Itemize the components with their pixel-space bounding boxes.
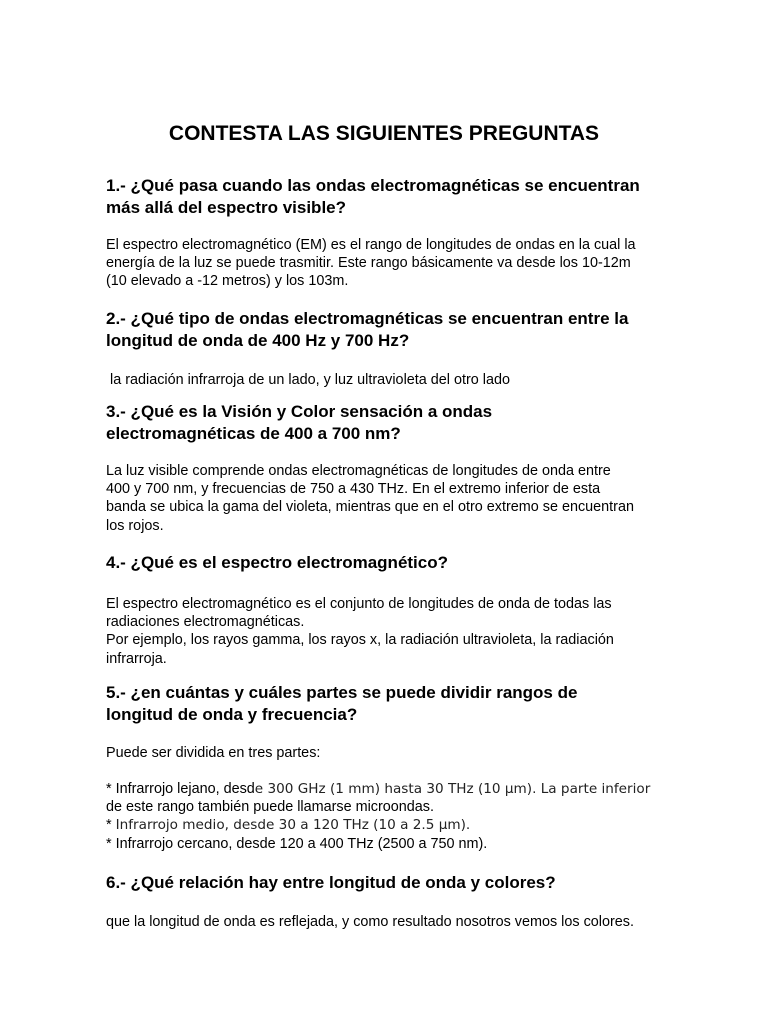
question-4-line-1: 4.- ¿Qué es el espectro electromagnético? xyxy=(106,553,449,572)
question-6 xyxy=(106,872,676,894)
question-2-line-2: longitud de onda de 400 Hz y 700 Hz? xyxy=(106,331,410,350)
answer-3-line-4: los rojos. xyxy=(106,517,164,534)
question-4 xyxy=(106,552,676,574)
answer-6-line-1: que la longitud de onda es reflejada, y como resultado nosotros vemos los colores. xyxy=(106,914,634,930)
answer-5-item-2 xyxy=(106,816,676,834)
question-5-line-2: longitud de onda y frecuencia? xyxy=(106,705,358,724)
answer-1-line-2: energía de la luz se puede trasmitir. Este rango básicamente va desde los 10-12m xyxy=(106,255,631,272)
answer-5-item-2-bullet: * xyxy=(106,817,116,834)
answer-3 xyxy=(106,462,676,535)
question-3-line-2: electromagnéticas de 400 a 700 nm? xyxy=(106,424,401,443)
answer-4-line-2: radiaciones electromagnéticas. xyxy=(106,614,305,631)
answer-4-line-1: El espectro electromagnético es el conjunto de longitudes de onda de todas las xyxy=(106,596,612,612)
answer-4-line-3: Por ejemplo, los rayos gamma, los rayos x, la radiación ultravioleta, la radiación xyxy=(106,632,614,649)
answer-5-item-1-continued: de este rango también puede llamarse microondas. xyxy=(106,799,434,816)
question-1 xyxy=(106,175,676,219)
page-title: CONTESTA LAS SIGUIENTES PREGUNTAS xyxy=(168,122,600,145)
answer-5-intro-line: Puede ser dividida en tres partes: xyxy=(106,745,321,761)
answer-5-item-3: * Infrarrojo cercano, desde 120 a 400 THz (2500 a 750 nm). xyxy=(106,835,488,852)
answer-5-item-1-part-a: * Infrarrojo lejano, desd xyxy=(106,781,255,797)
answer-1-line-1: El espectro electromagnético (EM) es el rango de longitudes de ondas en la cual la xyxy=(106,237,636,253)
question-6-line-1: 6.- ¿Qué relación hay entre longitud de onda y colores? xyxy=(106,873,556,892)
answer-4-line-4: infrarroja. xyxy=(106,650,167,667)
answer-3-line-1: La luz visible comprende ondas electromagnéticas de longitudes de onda entre xyxy=(106,463,611,479)
answer-5-item-2-text: Infrarrojo medio, desde 30 a 120 THz (10 a 2.5 µm). xyxy=(115,817,471,834)
question-3-line-1: 3.- ¿Qué es la Visión y Color sensación a ondas xyxy=(106,402,493,421)
answer-5-list xyxy=(106,780,676,853)
question-3 xyxy=(106,401,676,445)
answer-3-line-3: banda se ubica la gama del violeta, mientras que en el otro extremo se encuentran xyxy=(106,499,634,516)
answer-5-item-1 xyxy=(106,780,676,798)
question-1-line-2: más allá del espectro visible? xyxy=(106,198,347,217)
answer-4 xyxy=(106,595,676,668)
question-2-line-1: 2.- ¿Qué tipo de ondas electromagnéticas se encuentran entre la xyxy=(106,309,629,328)
question-5-line-1: 5.- ¿en cuántas y cuáles partes se puede dividir rangos de xyxy=(106,683,578,702)
answer-1 xyxy=(106,236,676,291)
answer-3-line-2: 400 y 700 nm, y frecuencias de 750 a 430 THz. En el extremo inferior de esta xyxy=(106,481,601,498)
question-2 xyxy=(106,308,676,352)
question-5 xyxy=(106,682,676,726)
answer-5-item-1-part-b: e 300 GHz (1 mm) hasta 30 THz (10 µm). La parte inferior xyxy=(254,781,651,797)
answer-2 xyxy=(106,371,676,389)
answer-6 xyxy=(106,913,676,931)
question-1-line-1: 1.- ¿Qué pasa cuando las ondas electromagnéticas se encuentran xyxy=(106,176,640,195)
answer-5-intro xyxy=(106,744,676,762)
answer-1-line-3: (10 elevado a -12 metros) y los 103m. xyxy=(106,273,349,290)
answer-2-line-1: la radiación infrarroja de un lado, y luz ultravioleta del otro lado xyxy=(106,372,510,388)
